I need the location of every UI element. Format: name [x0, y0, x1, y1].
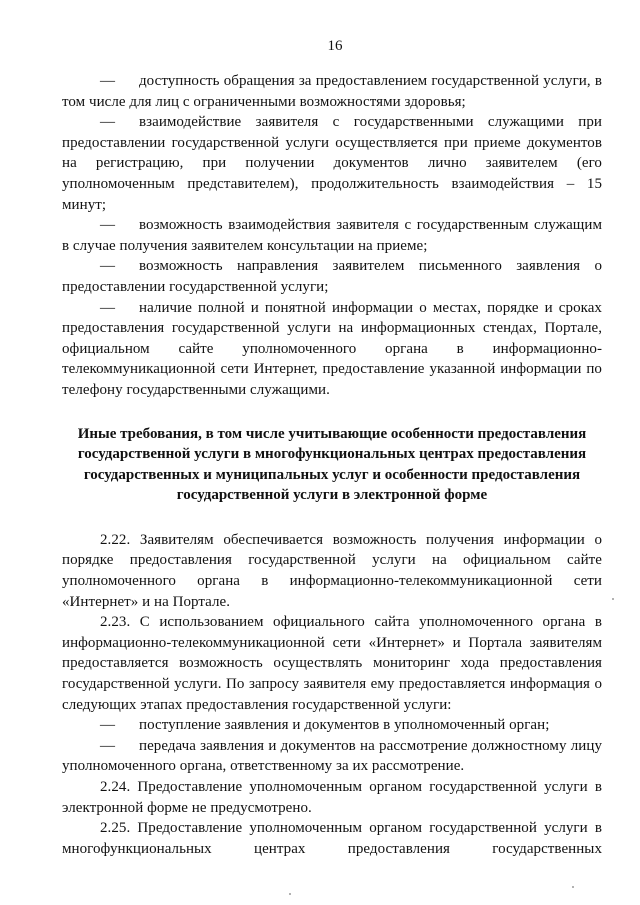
- section-heading: Иные требования, в том числе учитывающие особенности предоставления государственной услуги в многофункциональных центрах предоставления государственных и муниципальных услуг и особенности предоставления государственной услуги в электронной форме: [77, 425, 587, 504]
- bullet-paragraph: [62, 112, 602, 215]
- bullet-paragraph: [62, 256, 602, 297]
- paragraph-text: поступление заявления и документов в уполномоченный орган;: [139, 717, 550, 734]
- dash-marker: —: [100, 737, 116, 754]
- paragraph-text: доступность обращения за предоставлением государственной услуги, в том числе для лиц с ограниченными возможностями здоровья;: [62, 73, 602, 110]
- scan-speck: [289, 893, 291, 895]
- paragraph-text: 2.25. Предоставление уполномоченным органом государственной услуги в многофункциональных центрах предоставления государственных: [62, 820, 602, 857]
- paragraph-text: передача заявления и документов на рассмотрение должностному лицу уполномоченного органа, ответственному за их рассмотрение.: [62, 737, 602, 775]
- dash-marker: —: [100, 258, 116, 275]
- paragraph-text: 2.23. С использованием официального сайта уполномоченного органа в информационно-телекоммуникационной сети «Интернет» и Портала заявителям предоставляется возможность осуществлять мониторинг хода предоставления государственной услуги. По запросу заявителя ему предоставляется информация о следующих этапах предоставления государственной услуги:: [62, 614, 602, 713]
- dash-marker: —: [100, 299, 116, 316]
- scan-speck: [572, 886, 574, 888]
- dash-marker: —: [100, 114, 116, 131]
- paragraph-text: возможность взаимодействия заявителя с государственным служащим в случае получения заявителем консультации на приеме;: [62, 217, 602, 254]
- dash-marker: —: [100, 717, 116, 734]
- bullet-paragraph: [62, 215, 602, 256]
- scan-speck: [612, 598, 614, 600]
- body-text-bottom: [62, 530, 602, 860]
- page-number: 16: [327, 38, 343, 54]
- bullet-paragraph: [62, 298, 602, 401]
- numbered-paragraph: [62, 612, 602, 715]
- paragraph-text: взаимодействие заявителя с государственными служащими при предоставлении государственной услуги осуществляется при приеме документов на регистрацию, при получении документов лично заявителем (его уполномоченным представителем), продолжительность взаимодействия – 15 минут;: [62, 114, 602, 213]
- dash-marker: —: [100, 217, 116, 234]
- numbered-paragraph: [62, 530, 602, 612]
- bullet-paragraph: [62, 736, 602, 777]
- paragraph-text: наличие полной и понятной информации о местах, порядке и сроках предоставления государственной услуги на информационных стендах, Портале, официальном сайте уполномоченного органа в информационно-телекоммуникационной сети Интернет, предоставление указанной информации по телефону государственными служащими.: [62, 299, 602, 398]
- bullet-paragraph: [62, 715, 602, 736]
- numbered-paragraph: [62, 818, 602, 859]
- dash-marker: —: [100, 73, 116, 89]
- paragraph-text: 2.22. Заявителям обеспечивается возможность получения информации о порядке предоставления государственной услуги на официальном сайте уполномоченного органа в информационно-телекоммуникационной сети «Интернет» и на Портале.: [62, 531, 602, 610]
- numbered-paragraph: [62, 777, 602, 818]
- bullet-paragraph: [62, 71, 602, 112]
- body-text-top: [62, 71, 602, 401]
- paragraph-text: 2.24. Предоставление уполномоченным органом государственной услуги в электронной форме не предусмотрено.: [62, 779, 602, 816]
- paragraph-text: возможность направления заявителем письменного заявления о предоставлении государственной услуги;: [62, 258, 602, 295]
